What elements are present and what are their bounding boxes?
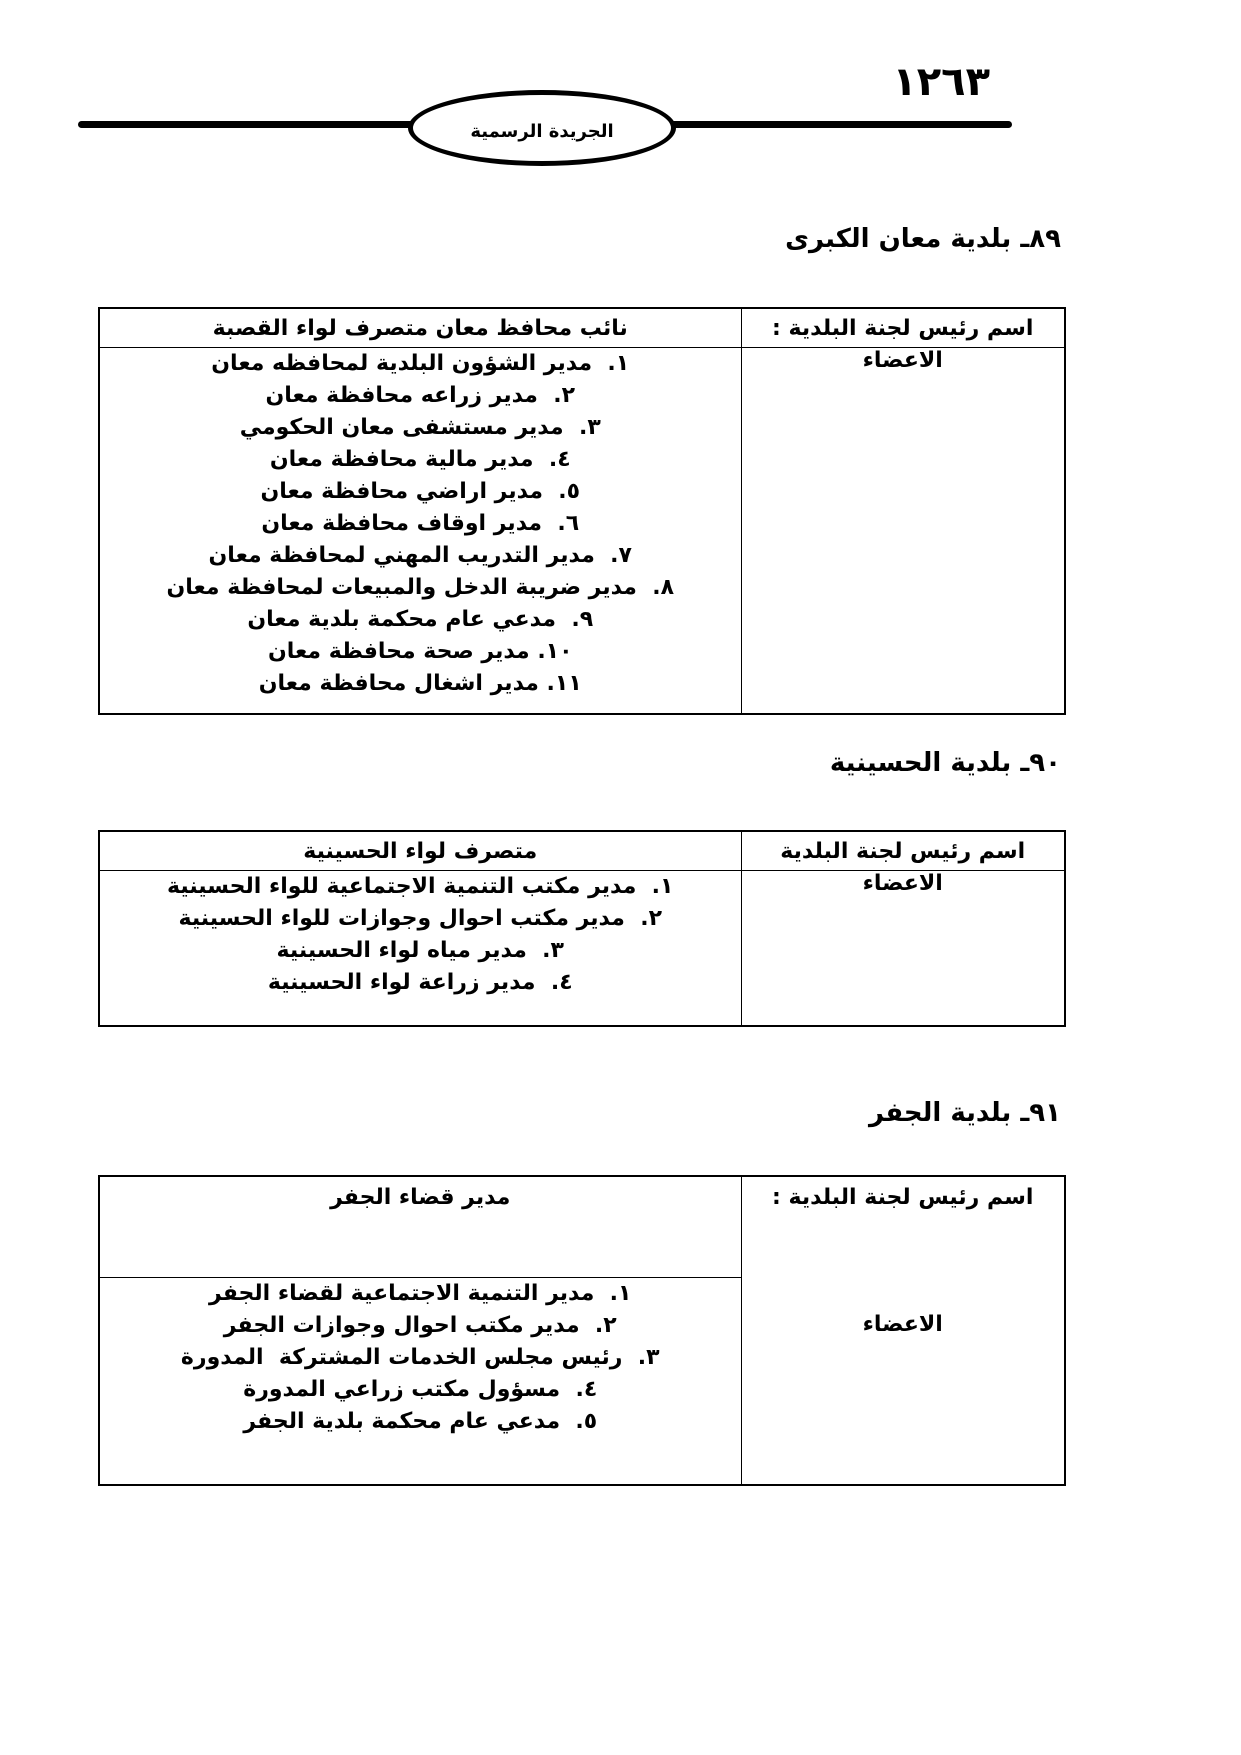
member-item: ٥. مدير اراضي محافظة معان: [260, 479, 581, 504]
member-item: ٨. مدير ضريبة الدخل والمبيعات لمحافظة معان: [166, 575, 675, 600]
member-item: ١. مدير الشؤون البلدية لمحافظه معان: [211, 351, 630, 376]
chairman-value: نائب محافظ معان متصرف لواء القصبة: [99, 308, 741, 348]
chairman-label: اسم رئيس لجنة البلدية: [741, 831, 1065, 871]
chairman-label: اسم رئيس لجنة البلدية :: [741, 308, 1065, 348]
members-list: [99, 1278, 741, 1485]
chairman-value: مدير قضاء الجفر: [99, 1176, 741, 1278]
member-item: ٢. مدير مكتب احوال وجوازات للواء الحسينية: [178, 906, 662, 931]
member-item: ٢. مدير زراعه محافظة معان: [265, 383, 576, 408]
section-title-89: ٨٩ـ بلدية معان الكبرى: [785, 224, 1061, 254]
committee-table-jafr: [98, 1175, 1066, 1486]
member-item: ٦. مدير اوقاف محافظة معان: [261, 511, 580, 536]
gazette-banner-title: الجريدة الرسمية: [470, 120, 614, 142]
member-item: ١. مدير التنمية الاجتماعية لقضاء الجفر: [209, 1281, 632, 1306]
members-list: [99, 871, 741, 1027]
member-item: ١٠. مدير صحة محافظة معان: [267, 639, 573, 664]
member-item: ١١. مدير اشغال محافظة معان: [258, 671, 582, 696]
committee-table-maan: [98, 307, 1066, 715]
section-title-91: ٩١ـ بلدية الجفر: [869, 1098, 1061, 1128]
members-list: [99, 348, 741, 715]
member-item: ١. مدير مكتب التنمية الاجتماعية للواء الحسينية: [167, 874, 674, 899]
member-item: ٩. مدعي عام محكمة بلدية معان: [247, 607, 594, 632]
gazette-banner-ellipse: [408, 90, 676, 166]
members-label: الاعضاء: [741, 348, 1065, 715]
members-label: الاعضاء: [741, 871, 1065, 1027]
member-item: ٤. مدير مالية محافظة معان: [269, 447, 571, 472]
page-number: ١٢٦٣: [892, 59, 990, 105]
chairman-label: اسم رئيس لجنة البلدية :: [741, 1176, 1065, 1278]
member-item: ٤. مسؤول مكتب زراعي المدورة: [243, 1377, 598, 1402]
chairman-value: متصرف لواء الحسينية: [99, 831, 741, 871]
member-item: ٤. مدير زراعة لواء الحسينية: [267, 970, 573, 995]
committee-table-husseiniya: [98, 830, 1066, 1027]
member-item: ٢. مدير مكتب احوال وجوازات الجفر: [223, 1313, 617, 1338]
member-item: ٣. رئيس مجلس الخدمات المشتركة المدورة: [180, 1345, 660, 1370]
member-item: ٥. مدعي عام محكمة بلدية الجفر: [243, 1409, 598, 1434]
member-item: ٧. مدير التدريب المهني لمحافظة معان: [208, 543, 632, 568]
member-item: ٣. مدير مستشفى معان الحكومي: [239, 415, 601, 440]
section-title-90: ٩٠ـ بلدية الحسينية: [829, 748, 1061, 778]
member-item: ٣. مدير مياه لواء الحسينية: [276, 938, 564, 963]
members-label: الاعضاء: [741, 1278, 1065, 1485]
